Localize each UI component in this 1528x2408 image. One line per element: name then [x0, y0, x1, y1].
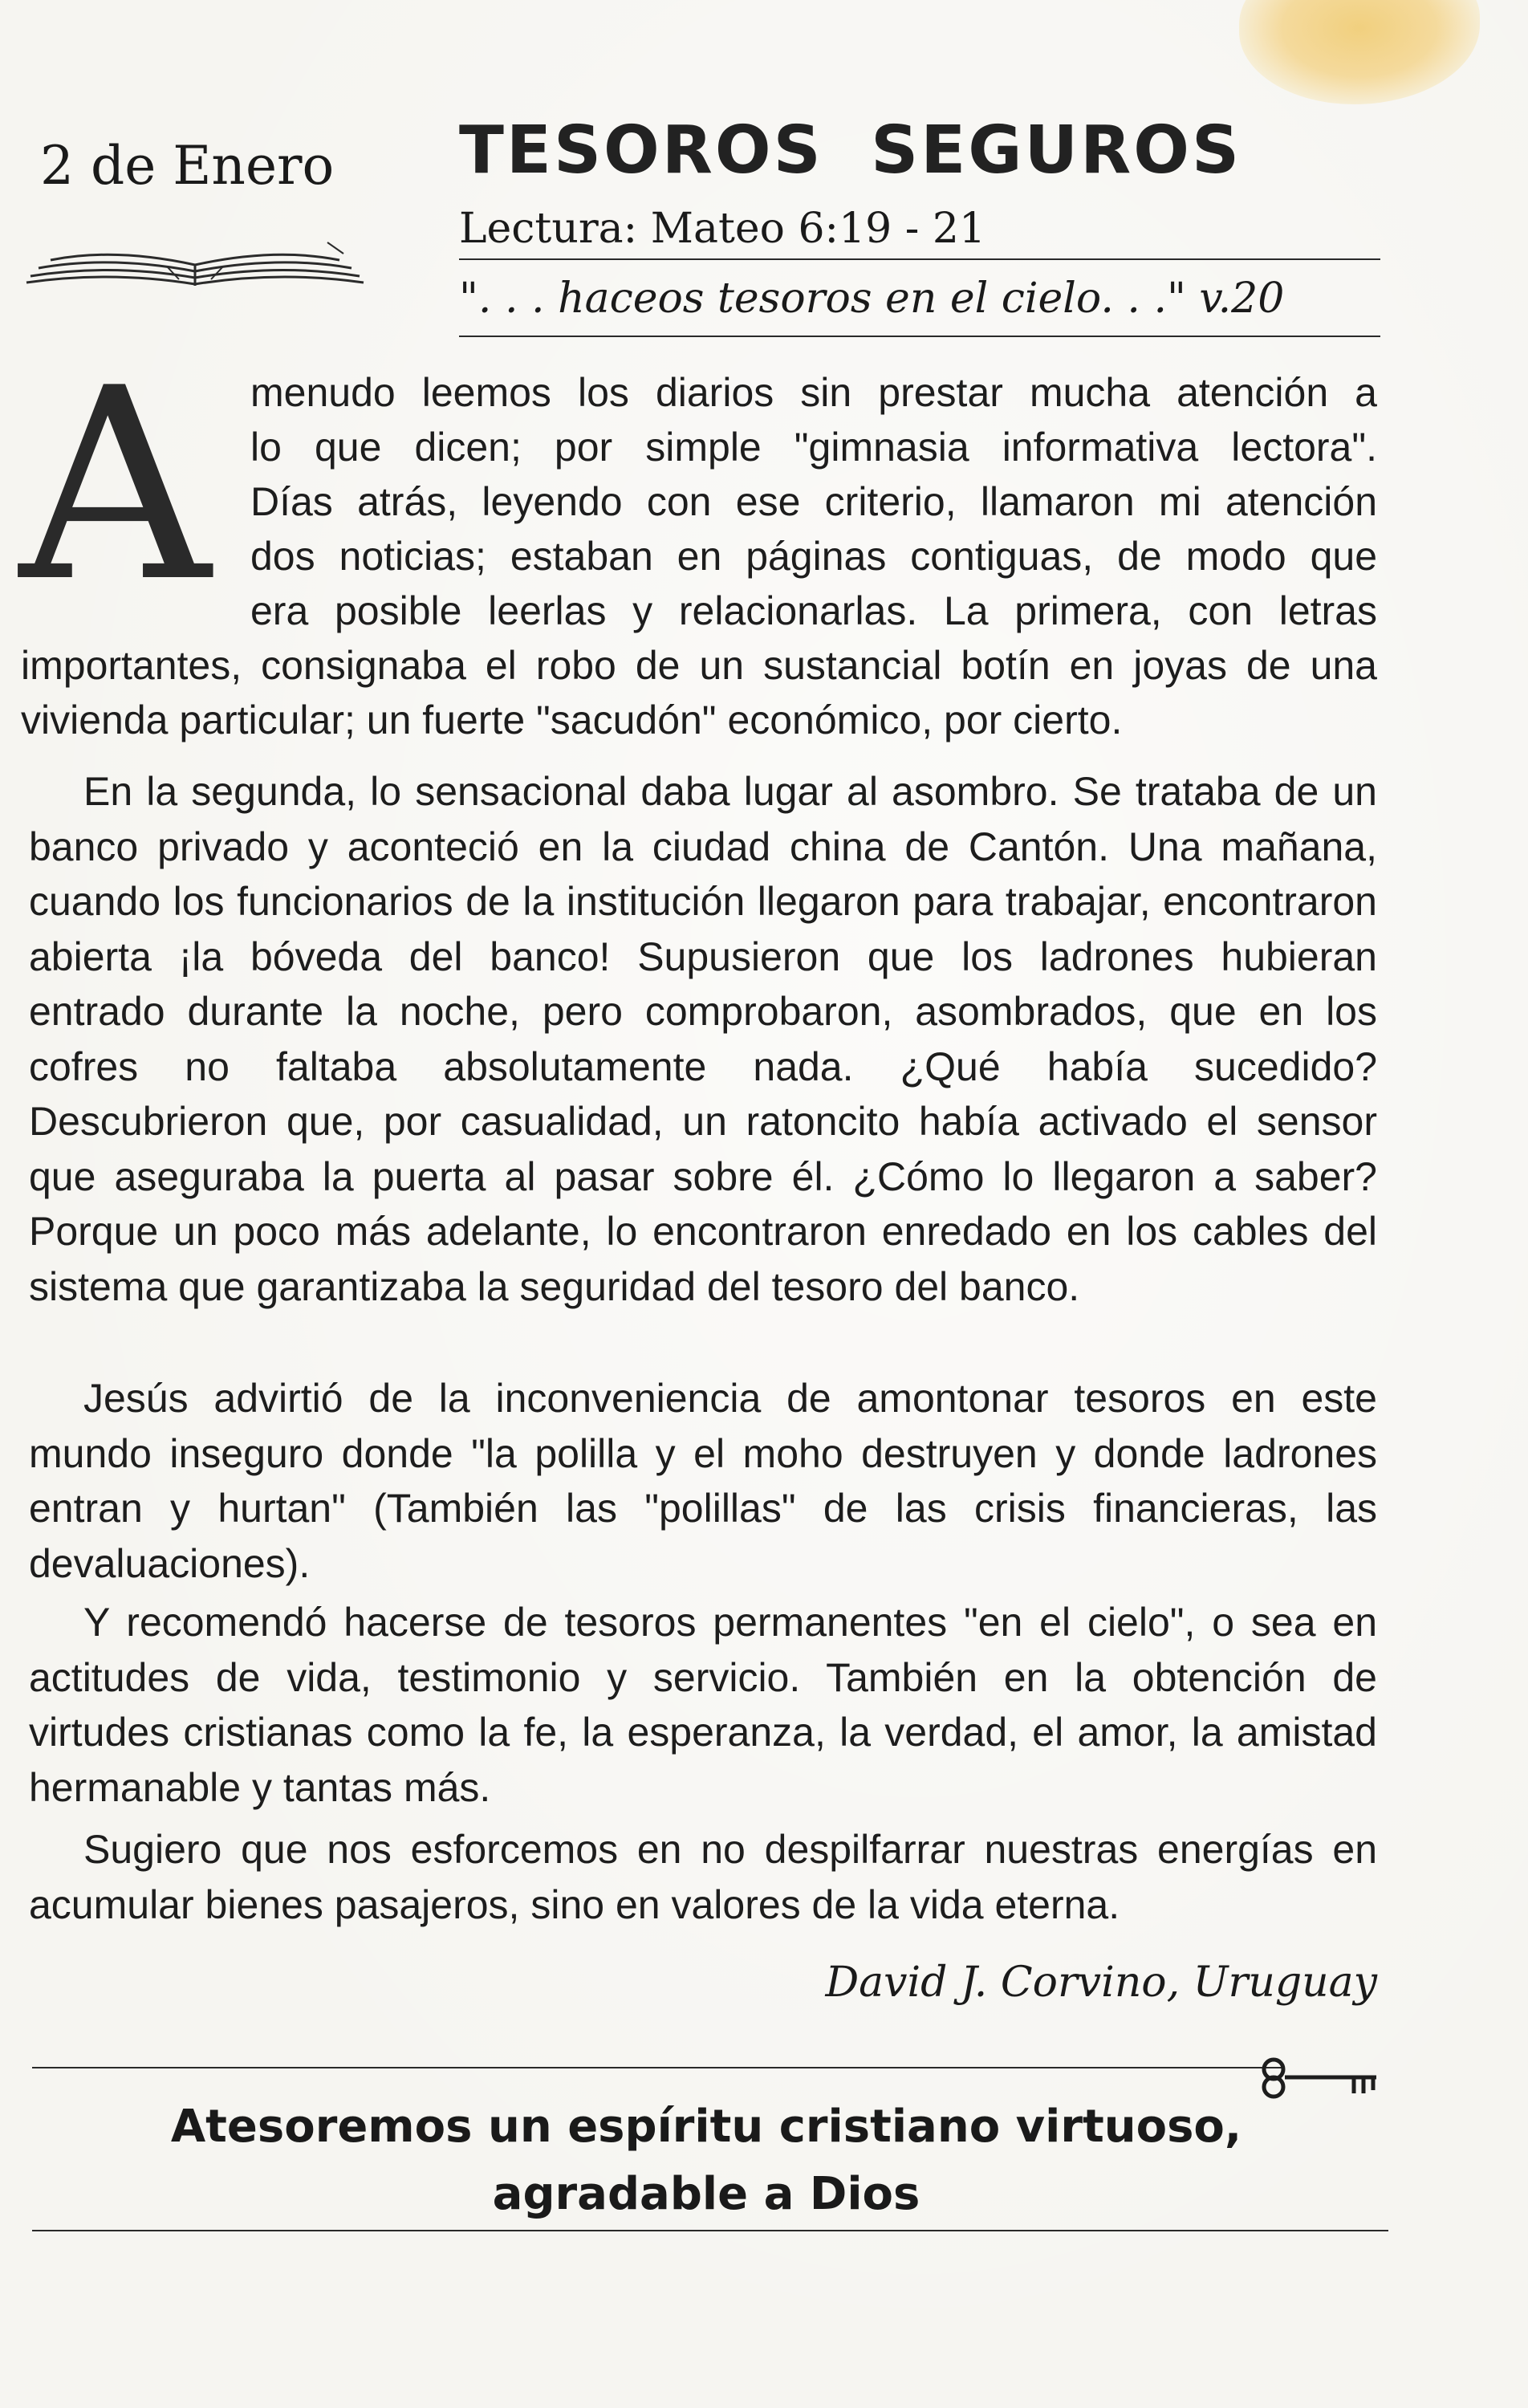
open-book-icon: [22, 226, 368, 291]
paragraph-1-line-5: era posible leerlas y relacionarlas. La primera, con letras: [250, 588, 1377, 633]
header-rule-bottom: [459, 336, 1380, 337]
date-label: 2 de Enero: [40, 135, 335, 197]
author-signature: David J. Corvino, Uruguay: [825, 1959, 1377, 2007]
header-rule-top: [459, 258, 1380, 260]
motto: [32, 2093, 1380, 2228]
paragraph-4: Y recomendó hacerse de tesoros permanentes "en el cielo", o sea en actitudes de vida, testimonio y servicio. También en la obtención de virtudes cristianas como la fe, la esperanza, la verdad, el amor, la amistad hermanable y tantas más.: [29, 1600, 1377, 1810]
paragraph-1-line-1: menudo leemos los diarios sin prestar mucha atención a: [250, 370, 1377, 415]
paper-stain: [1239, 0, 1480, 104]
paragraph-2: En la segunda, lo sensacional daba lugar al asombro. Se trataba de un banco privado y aconteció en la ciudad china de Cantón. Una mañana, cuando los funcionarios de la institución llegaron para trabajar, encontraron abierta ¡la bóveda del banco! Supusieron que los ladrones hubieran entrado durante la noche, pero comprobaron, asombrados, que en los cofres no faltaba absolutamente nada. ¿Qué había sucedido? Descubrieron que, por casualidad, un ratoncito había activado el sensor que aseguraba la puerta al pasar sobre él. ¿Cómo lo llegaron a saber? Porque un poco más adelante, lo encontraron enredado en los cables del sistema que garantizaba la seguridad del tesoro del banco.: [29, 769, 1377, 1309]
motto-line-2: agradable a Dios: [492, 2168, 920, 2220]
paragraph-1-line-4: dos noticias; estaban en páginas contiguas, de modo que: [250, 534, 1377, 579]
reading-reference: Lectura: Mateo 6:19 - 21: [459, 205, 986, 253]
motto-line-1: Atesoremos un espíritu cristiano virtuoso,: [170, 2101, 1242, 2153]
paragraph-3: Jesús advirtió de la inconveniencia de amontonar tesoros en este mundo inseguro donde "la polilla y el moho destruyen y donde ladrones entran y hurtan" (También las "polillas" de las crisis financieras, las devaluaciones).: [29, 1376, 1377, 1586]
paragraph-5: Sugiero que nos esforcemos en no despilfarrar nuestras energías en acumular bienes pasajeros, sino en valores de la vida eterna.: [29, 1827, 1377, 1927]
key-verse: ". . . haceos tesoros en el cielo. . ." v.20: [459, 275, 1285, 323]
footer-rule-bottom: [32, 2230, 1388, 2231]
paragraph-1-continuation: importantes, consignaba el robo de un sustancial botín en joyas de una vivienda particular; un fuerte "sacudón" económico, por cierto.: [21, 643, 1377, 742]
page-title: TESOROS SEGUROS: [459, 112, 1242, 189]
paragraph-1-line-3: Días atrás, leyendo con ese criterio, llamaron mi atención: [250, 479, 1377, 524]
paragraph-1-line-2: lo que dicen; por simple "gimnasia informativa lectora".: [250, 425, 1377, 470]
footer-rule-top: [32, 2067, 1284, 2068]
drop-cap: A: [19, 332, 211, 640]
